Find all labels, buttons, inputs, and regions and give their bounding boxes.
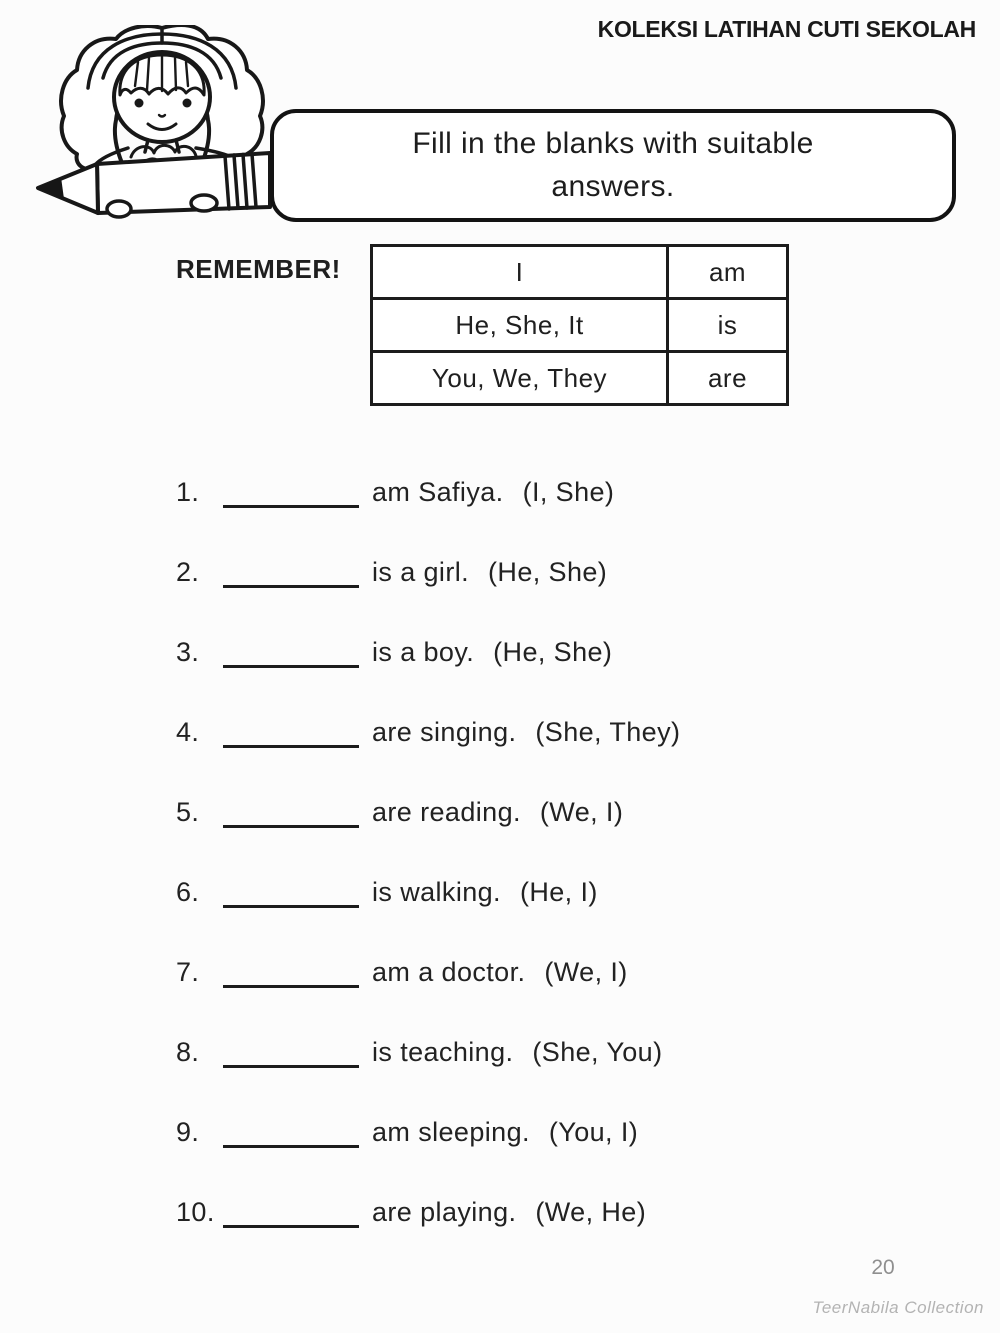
answer-blank[interactable] [223, 639, 359, 668]
girl-face [114, 52, 210, 142]
question-list [176, 478, 680, 1278]
question-choices: (He, She) [493, 637, 613, 667]
answer-blank[interactable] [223, 1199, 359, 1228]
question-row [176, 798, 680, 828]
question-choices: (She, You) [532, 1037, 663, 1067]
question-choices: (We, I) [544, 957, 628, 987]
answer-blank[interactable] [223, 799, 359, 828]
answer-blank[interactable] [223, 559, 359, 588]
question-number: 4. [176, 717, 200, 747]
answer-blank[interactable] [223, 719, 359, 748]
question-number: 2. [176, 557, 200, 587]
girl-eye-left [135, 99, 144, 108]
question-sentence: am Safiya. [372, 477, 504, 507]
page-number: 20 [871, 1256, 895, 1279]
question-number: 1. [176, 477, 200, 507]
question-sentence: is a boy. [372, 637, 475, 667]
verb-cell: are [668, 352, 788, 405]
question-number: 5. [176, 797, 200, 827]
question-sentence: is a girl. [372, 557, 470, 587]
collection-watermark: TeerNabila Collection [812, 1298, 984, 1317]
question-row [176, 878, 680, 908]
subjects-cell: I [372, 246, 668, 299]
question-sentence: am sleeping. [372, 1117, 530, 1147]
instruction-title: Fill in the blanks with suitable answers. [412, 126, 814, 203]
pencil [38, 153, 270, 217]
question-row [176, 558, 680, 588]
question-row [176, 1118, 680, 1148]
answer-blank[interactable] [223, 1119, 359, 1148]
question-choices: (She, They) [535, 717, 681, 747]
question-choices: (You, I) [548, 1117, 639, 1147]
question-row [176, 958, 680, 988]
question-choices: (I, She) [522, 477, 615, 507]
question-sentence: is teaching. [372, 1037, 514, 1067]
question-number: 7. [176, 957, 200, 987]
subjects-cell: He, She, It [372, 299, 668, 352]
question-sentence: is walking. [372, 877, 501, 907]
remember-label: REMEMBER! [176, 254, 341, 284]
question-row [176, 718, 680, 748]
question-choices: (He, She) [488, 557, 608, 587]
answer-blank[interactable] [223, 879, 359, 908]
question-row [176, 638, 680, 668]
collection-header: KOLEKSI LATIHAN CUTI SEKOLAH [597, 16, 976, 42]
instruction-box [270, 109, 956, 222]
question-choices: (He, I) [519, 877, 598, 907]
question-number: 10. [176, 1197, 215, 1227]
question-sentence: are reading. [372, 797, 521, 827]
question-sentence: are playing. [372, 1197, 517, 1227]
girl-eye-right [183, 99, 192, 108]
subjects-cell: You, We, They [372, 352, 668, 405]
question-row [176, 1038, 680, 1068]
table-row [372, 352, 788, 405]
girl-with-pencil-illustration [28, 25, 300, 237]
question-row [176, 1198, 680, 1228]
be-verbs-table [370, 244, 789, 406]
verb-cell: am [668, 246, 788, 299]
table-row [372, 246, 788, 299]
question-row [176, 478, 680, 508]
question-choices: (We, I) [539, 797, 624, 827]
question-number: 8. [176, 1037, 200, 1067]
question-sentence: am a doctor. [372, 957, 526, 987]
question-number: 3. [176, 637, 200, 667]
question-sentence: are singing. [372, 717, 517, 747]
table-row [372, 299, 788, 352]
pencil-tip [38, 177, 64, 199]
verb-cell: is [668, 299, 788, 352]
question-number: 6. [176, 877, 200, 907]
question-number: 9. [176, 1117, 200, 1147]
answer-blank[interactable] [223, 959, 359, 988]
question-choices: (We, He) [535, 1197, 647, 1227]
answer-blank[interactable] [223, 1039, 359, 1068]
answer-blank[interactable] [223, 479, 359, 508]
